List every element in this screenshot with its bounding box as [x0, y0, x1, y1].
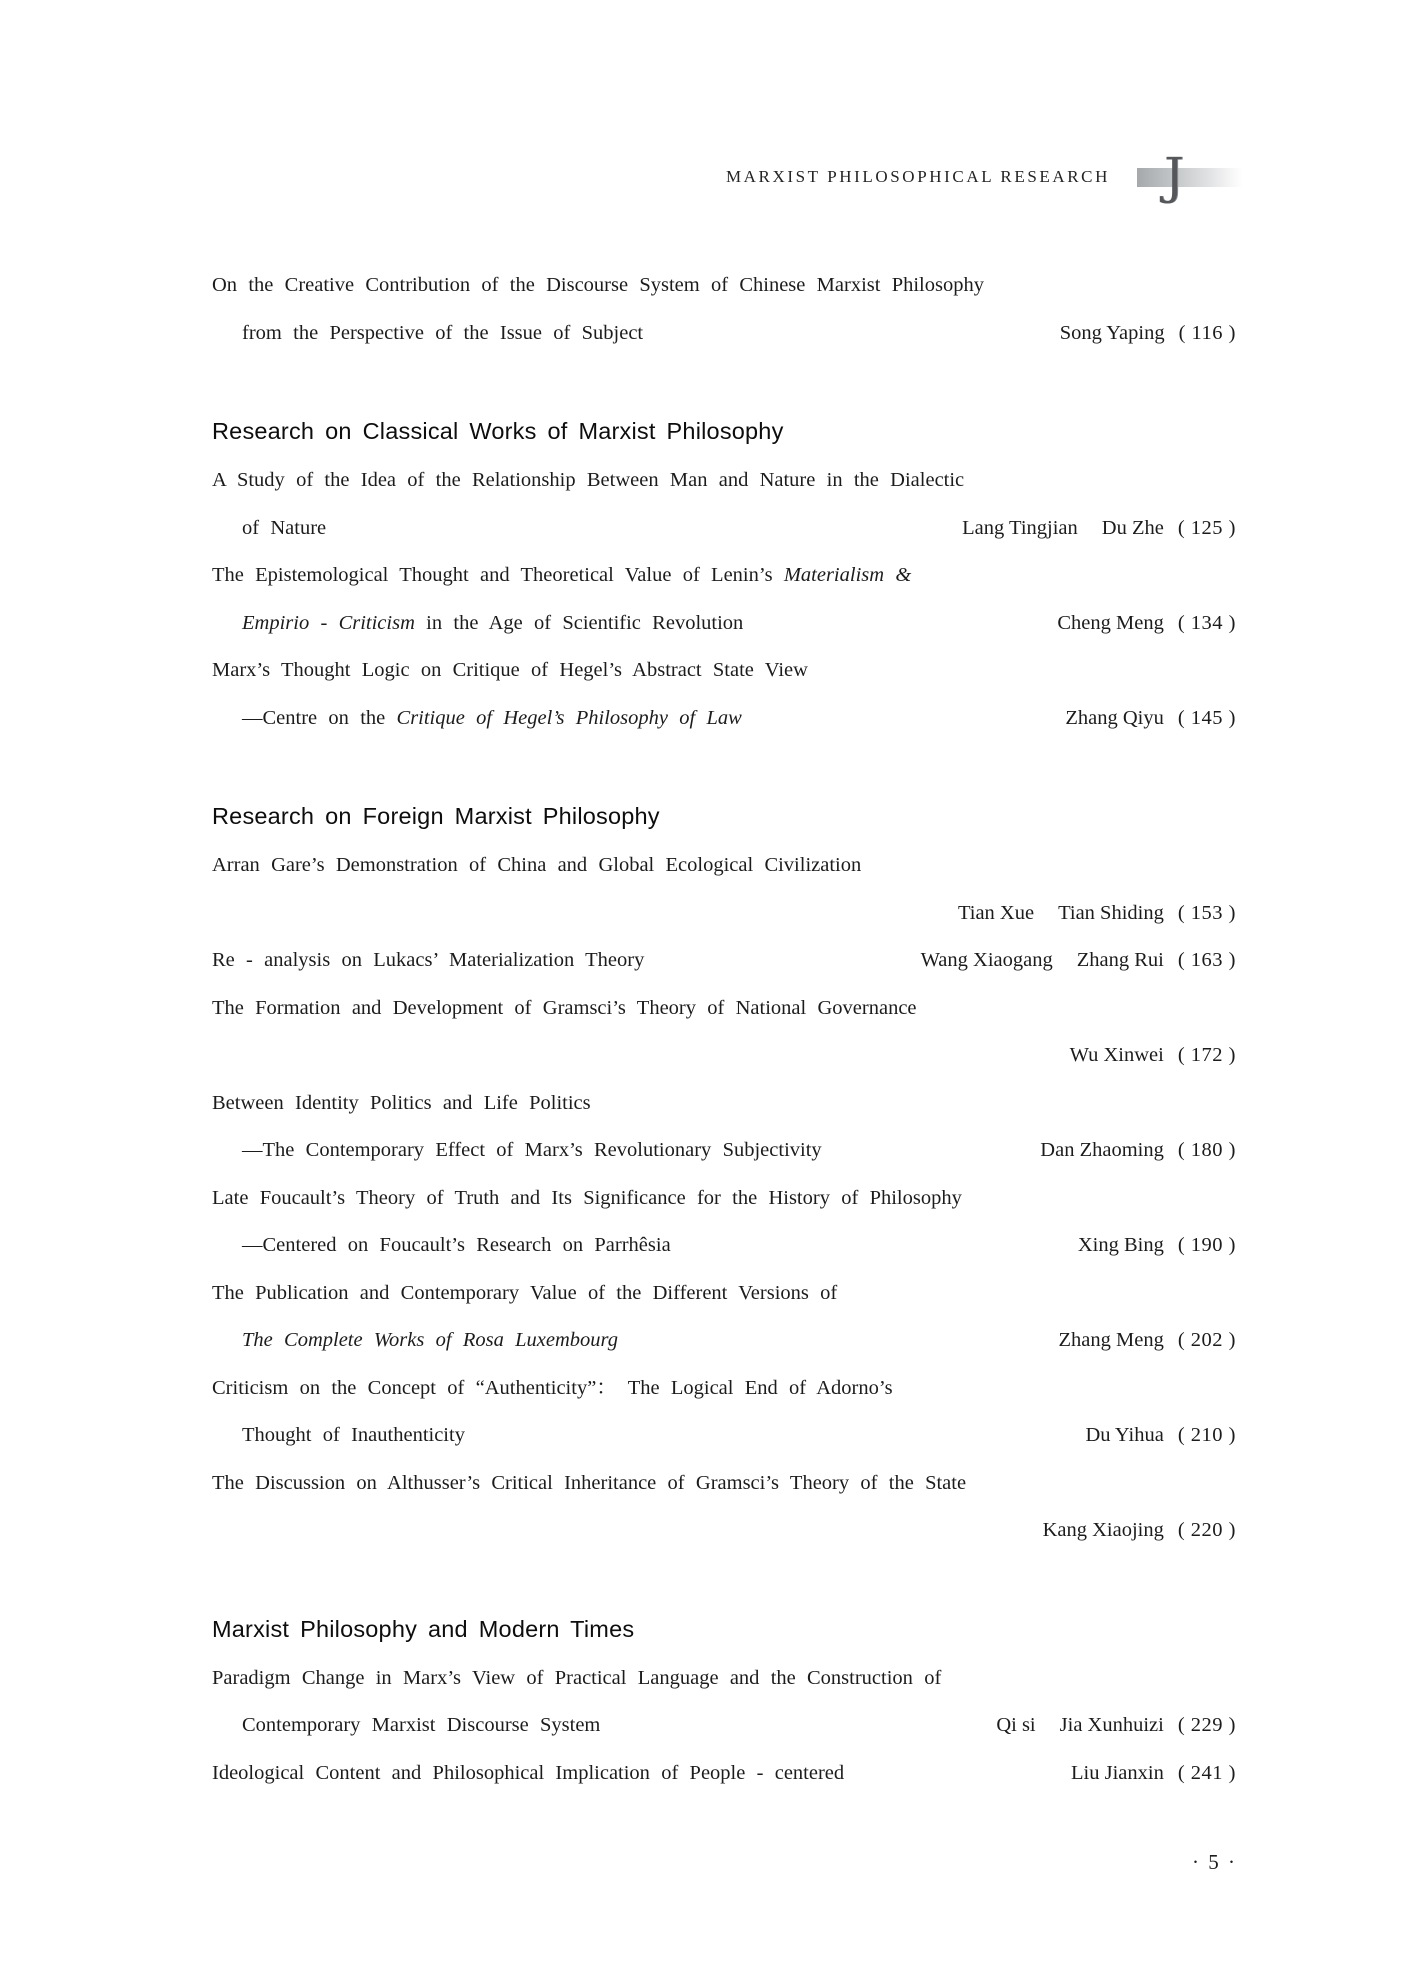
author-page-ref — [1085, 1412, 1236, 1460]
entry-title-text — [212, 1365, 893, 1413]
toc-entry-line — [212, 937, 1236, 985]
toc-entry-line — [212, 1655, 1236, 1703]
toc-entry-line — [212, 842, 1236, 890]
entry-title-text — [212, 695, 742, 743]
entry-title-text — [212, 937, 644, 985]
toc-entry-line — [212, 985, 1236, 1033]
title-segment: Paradigm Change in Marx’s View of Practical Language and the Construction of — [212, 1666, 942, 1689]
toc-entry-line — [212, 457, 1236, 505]
entry-title-text — [212, 552, 911, 600]
toc-entry-line — [212, 505, 1236, 553]
entry-title-text — [212, 600, 743, 648]
entry-title-text — [212, 1317, 618, 1365]
page-number: ( 125 ) — [1177, 516, 1236, 539]
author-page-ref — [921, 937, 1236, 985]
masthead — [725, 147, 1243, 205]
toc-entry-line — [212, 262, 1236, 310]
page-number: ( 210 ) — [1177, 1424, 1236, 1446]
toc-entry-line — [212, 890, 1236, 938]
title-segment-italic: Empirio - Criticism — [242, 611, 415, 634]
page-number: ( 172 ) — [1177, 1044, 1236, 1066]
title-segment: Arran Gare’s Demonstration of China and Global Ecological Civilization — [212, 854, 862, 876]
entry-title-text — [212, 1175, 962, 1223]
page-number: ( 229 ) — [1177, 1714, 1236, 1736]
title-segment: —Centre on the — [242, 706, 397, 729]
title-segment: On the Creative Contribution of the Discourse System of Chinese Marxist Philosophy — [212, 274, 984, 296]
author-name: Dan Zhaoming — [1040, 1139, 1164, 1161]
page-number: ( 241 ) — [1177, 1761, 1236, 1784]
toc-entry-line — [212, 1270, 1236, 1318]
section-heading: Research on Classical Works of Marxist Philosophy — [212, 418, 784, 444]
page-number: ( 190 ) — [1177, 1234, 1236, 1256]
page-number: ( 163 ) — [1177, 949, 1236, 971]
toc-entry-line — [212, 1222, 1236, 1270]
author-page-ref — [1078, 1222, 1236, 1270]
title-segment: from the Perspective of the Issue of Subject — [242, 321, 644, 344]
toc-entry-line — [212, 310, 1236, 358]
entry-title-text — [212, 985, 917, 1033]
section-heading: Marxist Philosophy and Modern Times — [212, 1615, 635, 1642]
toc-entry-line — [212, 1412, 1236, 1460]
entry-title-text — [212, 1702, 600, 1750]
toc-entry-line — [212, 1365, 1236, 1413]
author-name: Du Zhe — [1101, 516, 1164, 539]
page-number-footer: · 5 · — [1192, 1850, 1237, 1874]
author-name: Liu Jianxin — [1071, 1761, 1164, 1784]
author-page-ref — [962, 505, 1236, 553]
title-segment: Between Identity Politics and Life Politics — [212, 1091, 591, 1114]
toc-entry-line — [212, 1127, 1236, 1175]
toc-entry-line — [212, 1032, 1236, 1080]
author-name: Tian Shiding — [1058, 901, 1164, 924]
toc-entry-line — [212, 1507, 1236, 1555]
toc-entry-line — [212, 1317, 1236, 1365]
entry-title-text — [212, 647, 808, 695]
page-number: ( 202 ) — [1177, 1329, 1236, 1351]
title-segment: Marx’s Thought Logic on Critique of Hegel’s Abstract State View — [212, 659, 808, 681]
entry-title-text — [212, 1412, 465, 1460]
title-segment: The Publication and Contemporary Value of the Different Versions of — [212, 1281, 838, 1304]
author-name: Wang Xiaogang — [920, 949, 1053, 971]
toc-entry-line — [212, 1460, 1236, 1508]
title-segment: —The Contemporary Effect of Marx’s Revolutionary Subjectivity — [242, 1139, 822, 1161]
table-of-contents — [212, 262, 1236, 1797]
author-name: Kang Xiaojing — [1042, 1519, 1164, 1541]
page-number: ( 145 ) — [1177, 706, 1236, 729]
journal-logo — [1137, 147, 1243, 205]
author-page-ref — [1070, 1032, 1236, 1080]
author-page-ref — [1059, 1317, 1236, 1365]
toc-entry-line — [212, 647, 1236, 695]
author-page-ref — [1065, 695, 1236, 743]
author-name: Wu Xinwei — [1069, 1044, 1164, 1066]
title-segment: A Study of the Idea of the Relationship Between Man and Nature in the Dialectic — [212, 469, 965, 491]
entry-title-text — [212, 457, 964, 505]
page-number: ( 220 ) — [1177, 1519, 1236, 1541]
title-segment: The Epistemological Thought and Theoretical Value of Lenin’s — [212, 564, 784, 586]
author-page-ref — [1040, 1127, 1236, 1175]
title-segment: Thought of Inauthenticity — [242, 1424, 465, 1446]
author-name: Song Yaping — [1059, 321, 1165, 344]
author-page-ref — [996, 1702, 1236, 1750]
title-segment: in the Age of Scientific Revolution — [414, 611, 744, 634]
title-segment: Late Foucault’s Theory of Truth and Its Significance for the History of Philosophy — [212, 1186, 962, 1209]
page-number: ( 153 ) — [1177, 901, 1236, 924]
title-segment: Criticism on the Concept of “Authenticity”： The Logical End of Adorno’s — [212, 1376, 893, 1399]
title-segment-italic: Critique of Hegel’s Philosophy of Law — [396, 706, 742, 729]
title-segment: —Centered on Foucault’s Research on Parrhêsia — [242, 1234, 671, 1256]
entry-title-text — [212, 1460, 966, 1508]
title-segment-italic: The Complete Works of Rosa Luxembourg — [242, 1329, 619, 1351]
title-segment: of Nature — [242, 516, 327, 539]
author-name: Cheng Meng — [1057, 611, 1164, 634]
title-segment: The Discussion on Althusser’s Critical Inheritance of Gramsci’s Theory of the State — [212, 1471, 967, 1494]
page-number: ( 134 ) — [1177, 611, 1236, 634]
toc-entry-line — [212, 552, 1236, 600]
entry-title-text — [212, 1750, 844, 1798]
toc-entry-line — [212, 600, 1236, 648]
entry-title-text — [212, 1270, 837, 1318]
title-segment: Contemporary Marxist Discourse System — [242, 1714, 601, 1736]
toc-entry-line — [212, 1080, 1236, 1128]
title-segment: Re - analysis on Lukacs’ Materialization Theory — [212, 949, 645, 971]
author-page-ref — [1057, 600, 1236, 648]
author-name: Zhang Qiyu — [1065, 706, 1164, 729]
entry-title-text — [212, 262, 984, 310]
author-page-ref — [958, 890, 1236, 938]
section-heading: Research on Foreign Marxist Philosophy — [212, 803, 660, 829]
author-page-ref — [1043, 1507, 1236, 1555]
author-name: Jia Xunhuizi — [1059, 1714, 1164, 1736]
title-segment: The Formation and Development of Gramsci’s Theory of National Governance — [212, 996, 917, 1019]
toc-entry-line — [212, 695, 1236, 743]
author-name: Xing Bing — [1077, 1234, 1164, 1256]
author-name: Du Yihua — [1085, 1424, 1164, 1446]
author-page-ref — [1060, 310, 1236, 358]
author-name: Qi si — [996, 1714, 1036, 1736]
journal-title: MARXIST PHILOSOPHICAL RESEARCH — [725, 167, 1110, 186]
entry-title-text — [212, 505, 326, 553]
logo-letter-j: J — [1164, 147, 1185, 205]
author-page-ref — [1071, 1750, 1236, 1798]
title-segment: Ideological Content and Philosophical Implication of People - centered — [212, 1761, 845, 1784]
toc-entry-line — [212, 1750, 1236, 1798]
author-name: Tian Xue — [957, 901, 1035, 924]
toc-entry-line — [212, 1175, 1236, 1223]
entry-title-text — [212, 310, 643, 358]
author-name: Lang Tingjian — [962, 516, 1078, 539]
author-name: Zhang Rui — [1076, 949, 1164, 971]
entry-title-text — [212, 1127, 822, 1175]
page-number: ( 180 ) — [1177, 1139, 1236, 1161]
entry-title-text — [212, 1080, 591, 1128]
title-segment-italic: Materialism & — [783, 564, 912, 586]
author-name: Zhang Meng — [1058, 1329, 1164, 1351]
page-number: ( 116 ) — [1178, 321, 1236, 344]
entry-title-text — [212, 1222, 671, 1270]
logo-gradient-bar — [1137, 168, 1243, 187]
entry-title-text — [212, 842, 861, 890]
toc-entry-line — [212, 1702, 1236, 1750]
entry-title-text — [212, 1655, 941, 1703]
